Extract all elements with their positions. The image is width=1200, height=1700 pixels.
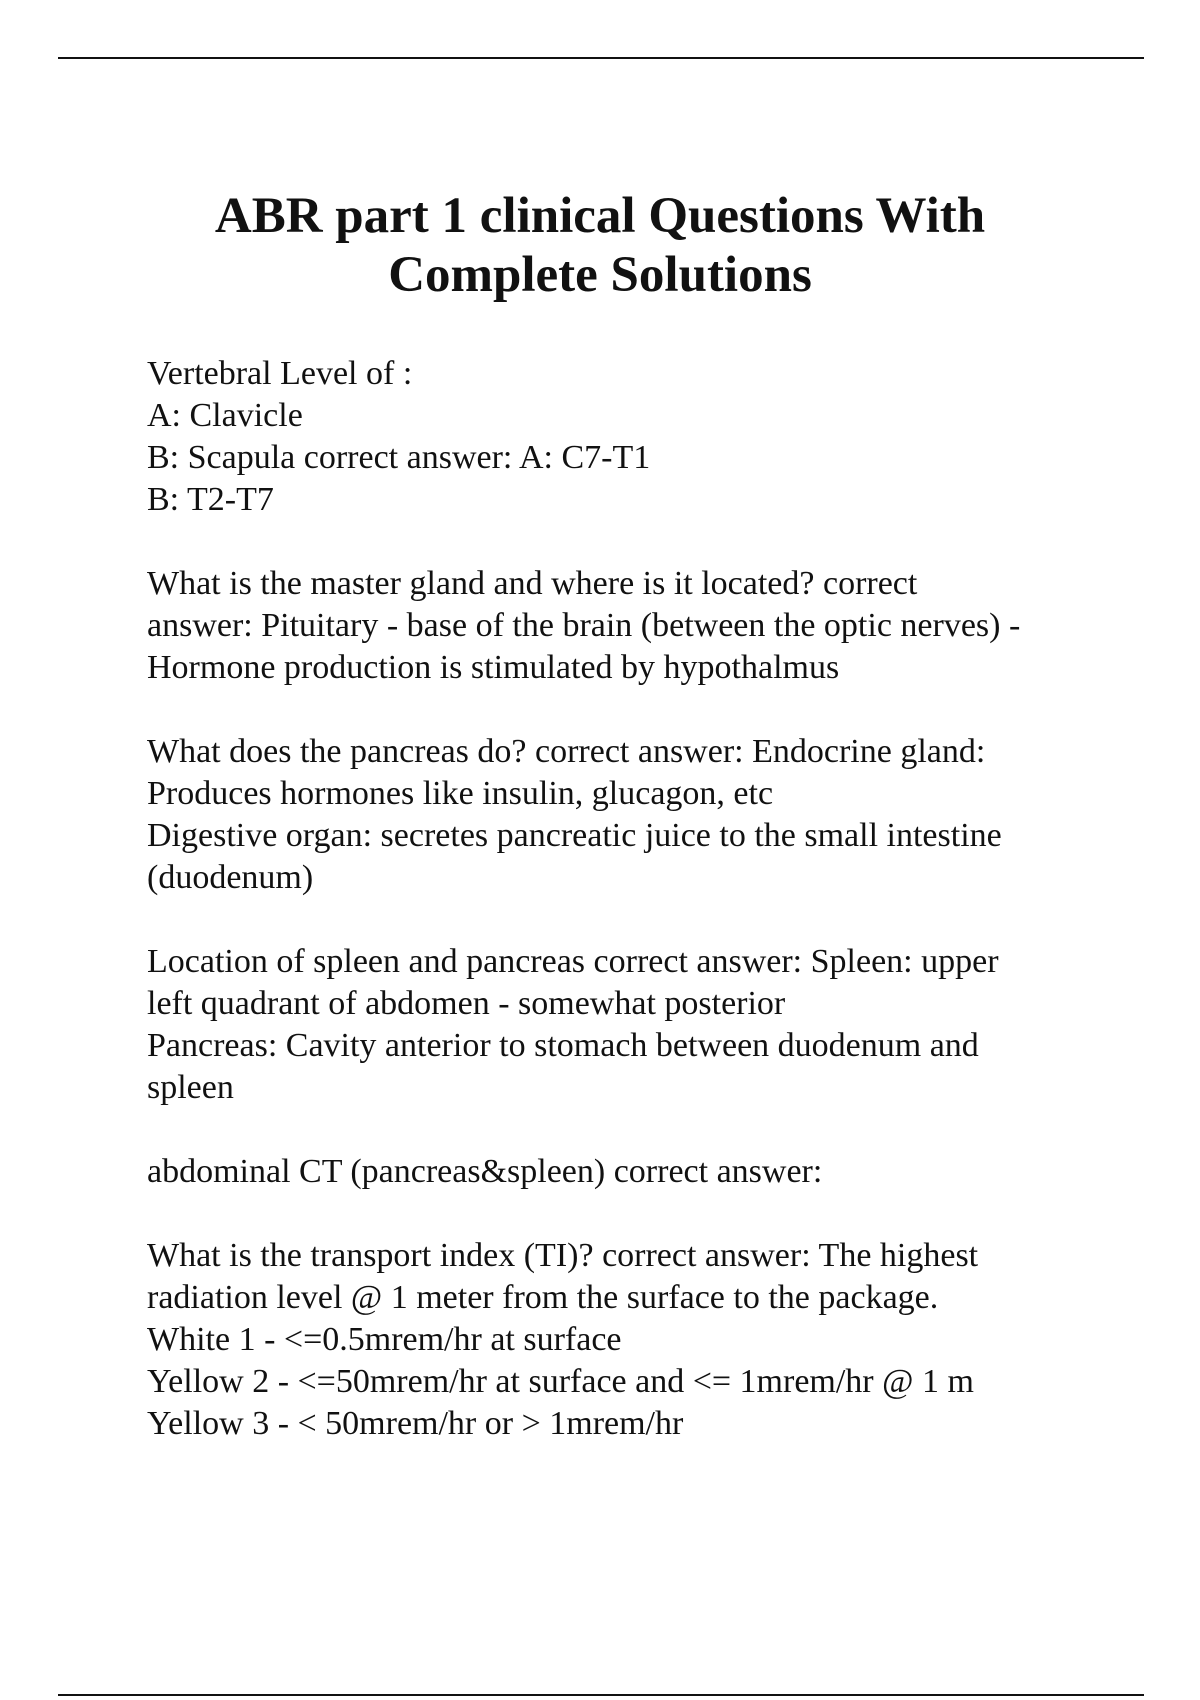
- text-line: abdominal CT (pancreas&spleen) correct answer:: [147, 1153, 823, 1190]
- text-line: spleen: [147, 1069, 234, 1106]
- text-line: (duodenum): [147, 859, 314, 896]
- text-line: B: T2-T7: [147, 481, 274, 518]
- text-line: A: Clavicle: [147, 397, 303, 434]
- document-body: [147, 353, 1147, 1487]
- text-line: Yellow 3 - < 50mrem/hr or > 1mrem/hr: [147, 1405, 684, 1442]
- text-line: What is the transport index (TI)? correct answer: The highest: [147, 1237, 979, 1274]
- text-line: B: Scapula correct answer: A: C7-T1: [147, 439, 651, 476]
- text-line: Digestive organ: secretes pancreatic juice to the small intestine: [147, 817, 1002, 854]
- title-line: Complete Solutions: [388, 247, 812, 303]
- text-line: What is the master gland and where is it located? correct: [147, 565, 918, 602]
- qa-item-master-gland: [147, 563, 1147, 689]
- text-line: Produces hormones like insulin, glucagon, etc: [147, 775, 774, 812]
- text-line: Location of spleen and pancreas correct answer: Spleen: upper: [147, 943, 999, 980]
- text-line: Pancreas: Cavity anterior to stomach between duodenum and: [147, 1027, 979, 1064]
- qa-item-vertebral-level: [147, 353, 1147, 521]
- document-title: [0, 187, 1200, 305]
- bottom-divider: [58, 1694, 1144, 1696]
- top-divider: [58, 57, 1144, 59]
- text-line: Vertebral Level of :: [147, 355, 413, 392]
- text-line: answer: Pituitary - base of the brain (between the optic nerves) -: [147, 607, 1021, 644]
- qa-item-spleen-pancreas-location: [147, 941, 1147, 1109]
- qa-item-transport-index: [147, 1235, 1147, 1445]
- qa-item-pancreas-function: [147, 731, 1147, 899]
- text-line: Yellow 2 - <=50mrem/hr at surface and <= 1mrem/hr @ 1 m: [147, 1363, 974, 1400]
- title-line: ABR part 1 clinical Questions With: [214, 188, 986, 244]
- text-line: left quadrant of abdomen - somewhat posterior: [147, 985, 786, 1022]
- text-line: radiation level @ 1 meter from the surface to the package.: [147, 1279, 939, 1316]
- text-line: What does the pancreas do? correct answer: Endocrine gland:: [147, 733, 986, 770]
- text-line: White 1 - <=0.5mrem/hr at surface: [147, 1321, 622, 1358]
- text-line: Hormone production is stimulated by hypothalmus: [147, 649, 840, 686]
- qa-item-abdominal-ct: [147, 1151, 1147, 1193]
